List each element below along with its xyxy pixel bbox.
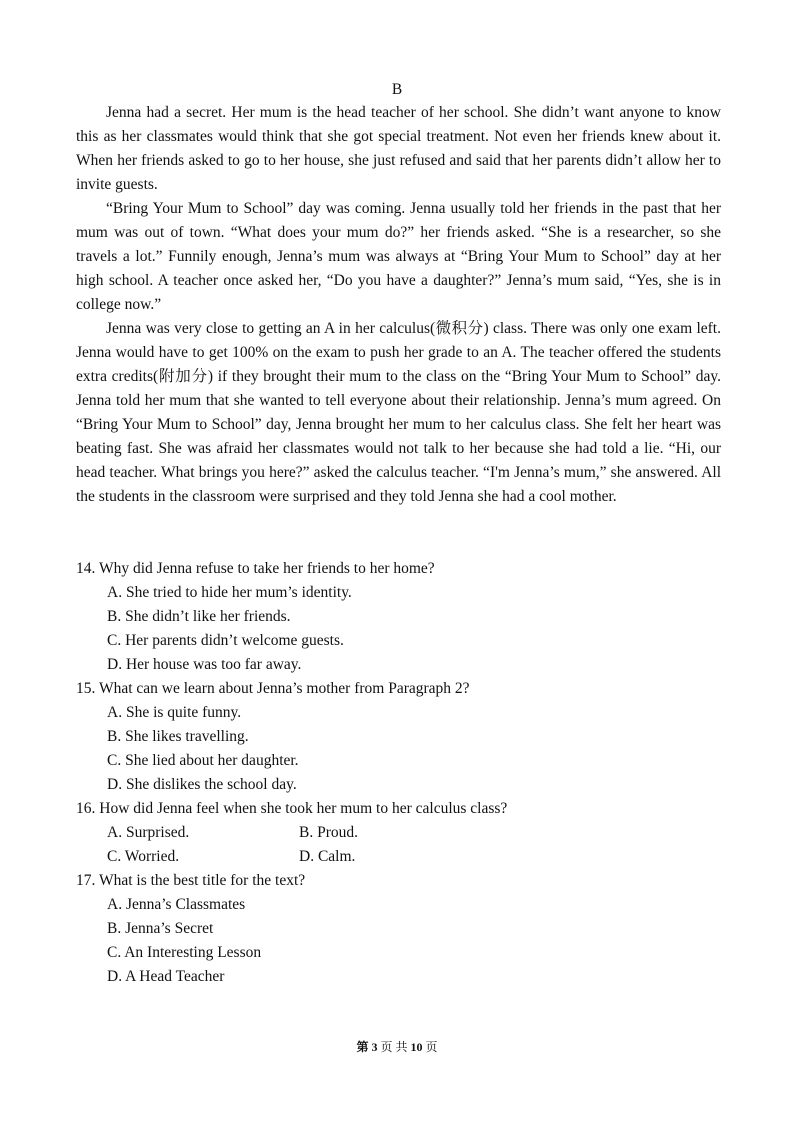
passage-paragraph-1: Jenna had a secret. Her mum is the head teacher of her school. She didn’t want anyone to know this as her classmates would think that she got special treatment. Not even her friends knew about it. When her friends asked to go to her house, she just refused and said that her parents didn’t allow her to invite guests.: [76, 104, 721, 193]
option-a: A. Surprised.: [107, 824, 190, 841]
question-17: [76, 869, 721, 989]
option-c: C. An Interesting Lesson: [107, 944, 262, 961]
passage-paragraph-3: Jenna was very close to getting an A in her calculus(微积分) class. There was only one exam left. Jenna would have to get 100% on the exam to push her grade to an A. The teacher offered the students extra credits(附加分) if they brought their mum to the class on the “Bring Your Mum to School” day. Jenna told her mum that she wanted to tell everyone about their relationship. Jenna’s mum agreed. On “Bring Your Mum to School” day, Jenna brought her mum to her calculus class. She felt her heart was beating fast. She was afraid her classmates would not talk to her because she had told a lie. “Hi, our head teacher. What brings you here?” asked the calculus teacher. “I'm Jenna’s mum,” she answered. All the students in the classroom were surprised and they told Jenna she had a cool mother.: [76, 320, 721, 505]
question-stem: 14. Why did Jenna refuse to take her friends to her home?: [76, 560, 435, 577]
footer-middle: 页 共: [380, 1040, 408, 1054]
page-footer: [0, 1038, 794, 1056]
option-c: C. She lied about her daughter.: [107, 752, 299, 769]
question-16: [76, 797, 721, 869]
option-b: B. She likes travelling.: [107, 728, 249, 745]
reading-passage: [76, 101, 721, 509]
option-list: [76, 893, 721, 989]
option-grid: [76, 821, 721, 869]
option-d: D. Her house was too far away.: [107, 656, 302, 673]
footer-total-pages: 10: [410, 1040, 423, 1054]
question-14: [76, 557, 721, 677]
option-c: C. Her parents didn’t welcome guests.: [107, 632, 344, 649]
option-d: D. She dislikes the school day.: [107, 776, 297, 793]
passage-paragraph-2: “Bring Your Mum to School” day was coming. Jenna usually told her friends in the past that her mum was out of town. “What does your mum do?” her friends asked. “She is a researcher, so she travels a lot.” Funnily enough, Jenna’s mum was always at “Bring Your Mum to School” day at her high school. A teacher once asked her, “Do you have a daughter?” Jenna’s mum said, “Yes, she is in college now.”: [76, 200, 721, 313]
question-15: [76, 677, 721, 797]
option-d: D. A Head Teacher: [107, 968, 225, 985]
option-d: D. Calm.: [299, 848, 356, 865]
footer-prefix: 第: [356, 1040, 369, 1054]
option-b: B. Jenna’s Secret: [107, 920, 214, 937]
question-stem: 15. What can we learn about Jenna’s mother from Paragraph 2?: [76, 680, 470, 697]
question-list: [76, 557, 721, 989]
option-a: A. She tried to hide her mum’s identity.: [107, 584, 352, 601]
question-stem: 16. How did Jenna feel when she took her mum to her calculus class?: [76, 800, 508, 817]
option-a: A. She is quite funny.: [107, 704, 242, 721]
option-list: [76, 701, 721, 797]
option-b: B. Proud.: [299, 824, 358, 841]
option-c: C. Worried.: [107, 848, 180, 865]
option-a: A. Jenna’s Classmates: [107, 896, 246, 913]
section-heading: B: [391, 81, 403, 98]
option-list: [76, 581, 721, 677]
option-b: B. She didn’t like her friends.: [107, 608, 291, 625]
footer-suffix: 页: [425, 1040, 438, 1054]
footer-page-number: 3: [371, 1040, 378, 1054]
question-stem: 17. What is the best title for the text?: [76, 872, 306, 889]
